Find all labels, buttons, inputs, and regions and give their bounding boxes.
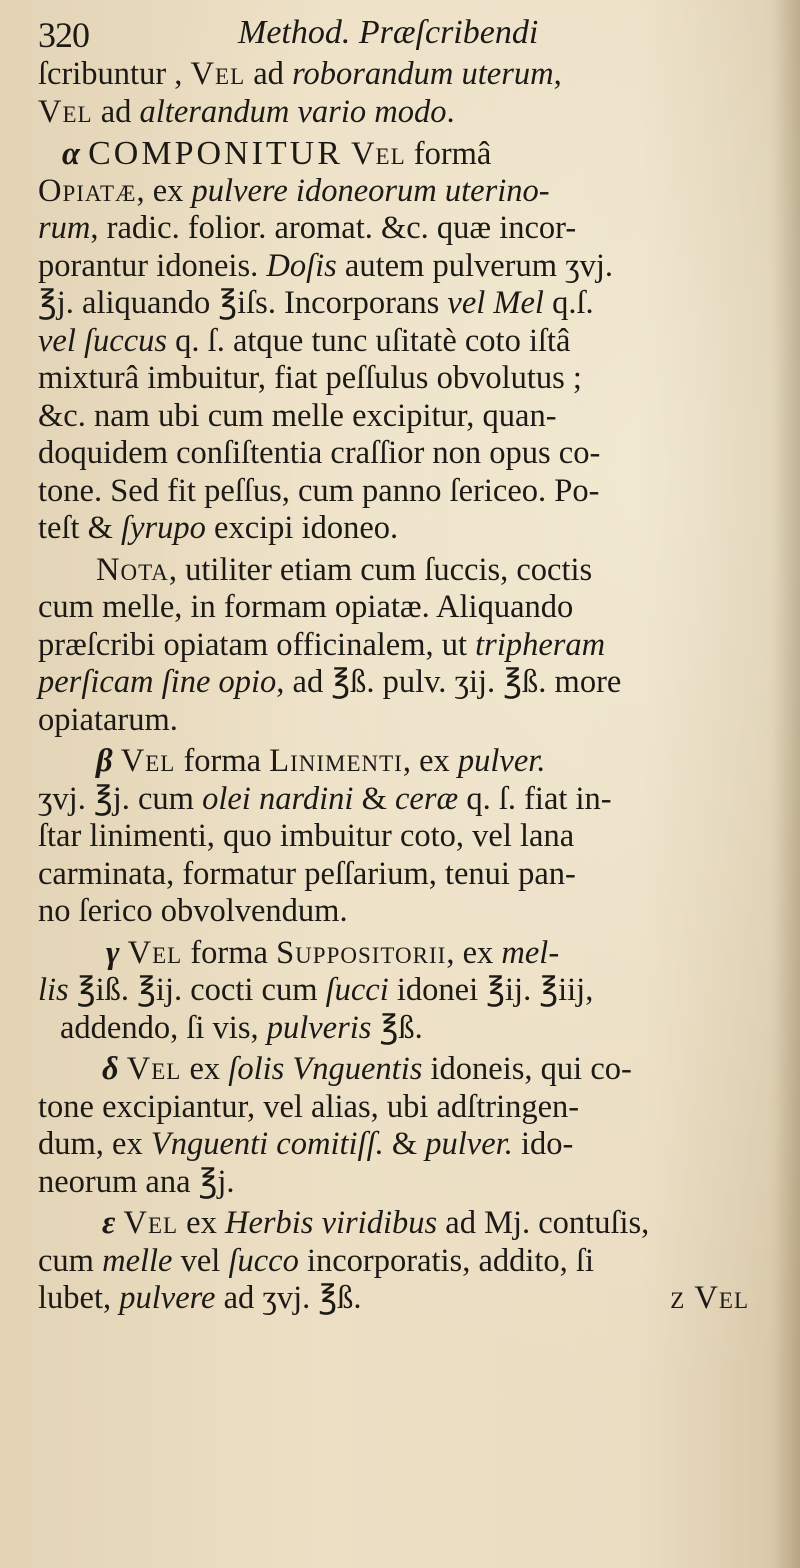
text-segment: ſucci <box>325 972 389 1008</box>
text-segment: melle <box>102 1242 173 1279</box>
text-segment: pulveris <box>266 1009 372 1046</box>
text-segment: q. ſ. atque tunc uſitatè coto iſtâ <box>167 322 571 359</box>
text-segment: ſolis Vnguentis <box>228 1051 423 1087</box>
section-marker: δ <box>102 1051 127 1087</box>
text-segment: Nota <box>96 551 169 588</box>
text-line <box>38 510 763 548</box>
text-line <box>38 552 763 590</box>
text-segment: ex <box>178 1205 225 1241</box>
text-line: carminata, formatur peſſarium, tenui pan- <box>38 855 576 892</box>
text-segment: ceræ <box>395 780 459 817</box>
text-segment: ſucco <box>228 1242 299 1279</box>
running-head: Method. Præſcribendi <box>238 14 539 51</box>
text-line: neorum ana ℥j. <box>38 1163 235 1200</box>
text-segment: , ex <box>402 743 458 779</box>
text-line: opiatarum. <box>38 701 178 738</box>
body-text <box>38 56 763 1318</box>
text-segment: porantur idoneis. <box>38 247 267 284</box>
text-segment: Herbis viridibus <box>224 1205 438 1241</box>
text-segment: . <box>446 93 455 130</box>
text-segment: ad ʒvj. ℥ß. <box>215 1280 362 1316</box>
text-segment: vel <box>172 1242 229 1279</box>
text-line <box>38 781 763 819</box>
text-segment: ad <box>92 93 140 130</box>
text-segment: idonei ℥ij. ℥iij, <box>388 972 594 1008</box>
text-segment: tripheram <box>475 626 606 663</box>
section-marker: γ <box>106 934 128 971</box>
text-line: tone excipiantur, vel alias, ubi adſtringen- <box>38 1088 580 1125</box>
text-segment: lubet, <box>38 1280 120 1316</box>
text-line: doquidem conſiſtentia craſſior non opus co- <box>38 435 601 471</box>
text-segment: perſicam ſine opio <box>38 664 277 700</box>
text-segment: mel- <box>501 934 560 971</box>
text-line: ſtar linimenti, quo imbuitur coto, vel lana <box>38 818 575 854</box>
text-line <box>38 935 763 973</box>
text-segment: Vel <box>38 93 93 130</box>
text-segment: Vnguenti comitiſſ. <box>150 1126 384 1162</box>
text-segment: ℥j. aliquando ℥iſs. Incorporans <box>38 285 448 321</box>
text-segment: , utiliter etiam cum ſuccis, coctis <box>168 551 593 588</box>
text-segment: præſcribi opiatam officinalem, ut <box>38 626 476 663</box>
text-segment: ʒvj. ℥j. cum <box>38 780 203 817</box>
text-segment: ℥iß. ℥ij. cocti cum <box>68 972 326 1008</box>
text-line <box>38 56 763 94</box>
text-segment: ex <box>181 1051 229 1087</box>
text-segment: incorporatis, addito, ſi <box>298 1242 594 1279</box>
text-segment: , radic. folior. aromat. &c. quæ incor- <box>90 210 577 246</box>
text-segment: Vel <box>127 934 183 971</box>
text-segment: excipi idoneo. <box>205 510 399 546</box>
text-segment: , ex <box>446 934 502 971</box>
text-segment: ad Mj. contuſis, <box>437 1205 650 1241</box>
section-marker: ε <box>102 1205 124 1241</box>
text-segment: pulver. <box>457 743 546 779</box>
text-segment: q.ſ. <box>543 285 594 321</box>
text-line <box>38 627 763 665</box>
text-line: cum melle, in formam opiatæ. Aliquando <box>38 589 574 625</box>
text-line <box>38 664 763 702</box>
text-segment: Opiatæ <box>38 172 137 209</box>
text-segment: alterandum vario modo <box>139 93 447 130</box>
text-segment: , ex <box>136 172 192 209</box>
text-segment: COMPONITUR <box>88 135 343 172</box>
text-line <box>38 173 763 211</box>
text-segment: ido- <box>512 1126 574 1162</box>
text-line <box>38 135 763 173</box>
text-segment: Doſis <box>266 247 337 284</box>
text-segment: ad <box>245 56 293 92</box>
text-line <box>38 1051 763 1089</box>
text-line <box>38 1010 763 1048</box>
text-segment: ſcribuntur , <box>38 56 191 92</box>
text-segment: Linimenti <box>269 743 403 779</box>
text-segment: forma <box>182 934 277 971</box>
text-segment: roborandum uterum <box>292 56 554 92</box>
text-segment: vel ſuccus <box>38 322 168 359</box>
text-segment: ſyrupo <box>121 510 206 546</box>
text-segment: Vel <box>351 136 406 172</box>
text-segment: lis <box>38 972 69 1008</box>
text-segment: pulvere idoneorum uterino- <box>191 172 550 209</box>
text-segment: olei nardini <box>202 780 354 817</box>
text-segment: Vel <box>123 1205 179 1241</box>
text-segment: forma <box>175 743 270 779</box>
text-line <box>38 285 763 323</box>
text-line <box>38 1205 763 1243</box>
section-marker: α <box>62 136 89 172</box>
text-line <box>38 94 763 132</box>
text-line <box>38 248 763 286</box>
text-segment: pulvere <box>119 1280 216 1316</box>
page-number: 320 <box>38 15 89 55</box>
page-edge-shadow <box>770 0 800 1568</box>
text-segment: rum <box>38 210 91 246</box>
text-segment: idoneis, qui co- <box>422 1051 632 1087</box>
text-segment: teſt & <box>38 510 122 546</box>
text-segment: & <box>383 1126 426 1162</box>
text-segment: vel Mel <box>447 285 544 321</box>
text-segment: , ad ℥ß. pulv. ʒij. ℥ß. more <box>276 664 622 700</box>
text-line: no ſerico obvolvendum. <box>38 893 348 929</box>
text-line: tone. Sed fit peſſus, cum panno ſericeo. Po- <box>38 472 600 509</box>
text-segment: , <box>553 56 562 92</box>
text-line <box>38 1280 763 1318</box>
text-segment: ℥ß. <box>371 1009 423 1046</box>
text-line <box>38 972 763 1010</box>
text-line <box>38 210 763 248</box>
text-line <box>38 1243 763 1281</box>
text-segment: cum <box>38 1242 103 1279</box>
text-segment: autem pulverum ʒvj. <box>336 247 613 284</box>
text-segment: Vel <box>120 743 176 779</box>
text-line <box>38 323 763 361</box>
text-line <box>38 743 763 781</box>
text-segment: Vel <box>190 56 246 92</box>
catchword: ζ Vel <box>670 1280 749 1316</box>
text-segment: Vel <box>126 1051 182 1087</box>
text-segment: pulver. <box>425 1126 513 1162</box>
section-marker: β <box>96 743 121 779</box>
text-segment: Suppositorii <box>276 934 447 971</box>
text-segment: formâ <box>405 136 492 172</box>
text-line: &c. nam ubi cum melle excipitur, quan- <box>38 397 557 434</box>
text-segment: dum, ex <box>38 1126 151 1162</box>
text-segment <box>343 136 351 172</box>
text-line <box>38 1126 763 1164</box>
text-segment: addendo, ſi vis, <box>60 1009 267 1046</box>
text-segment: & <box>353 780 395 817</box>
text-line: mixturâ imbuitur, fiat peſſulus obvolutus ; <box>38 360 582 396</box>
text-segment: q. ſ. fiat in- <box>458 780 612 817</box>
